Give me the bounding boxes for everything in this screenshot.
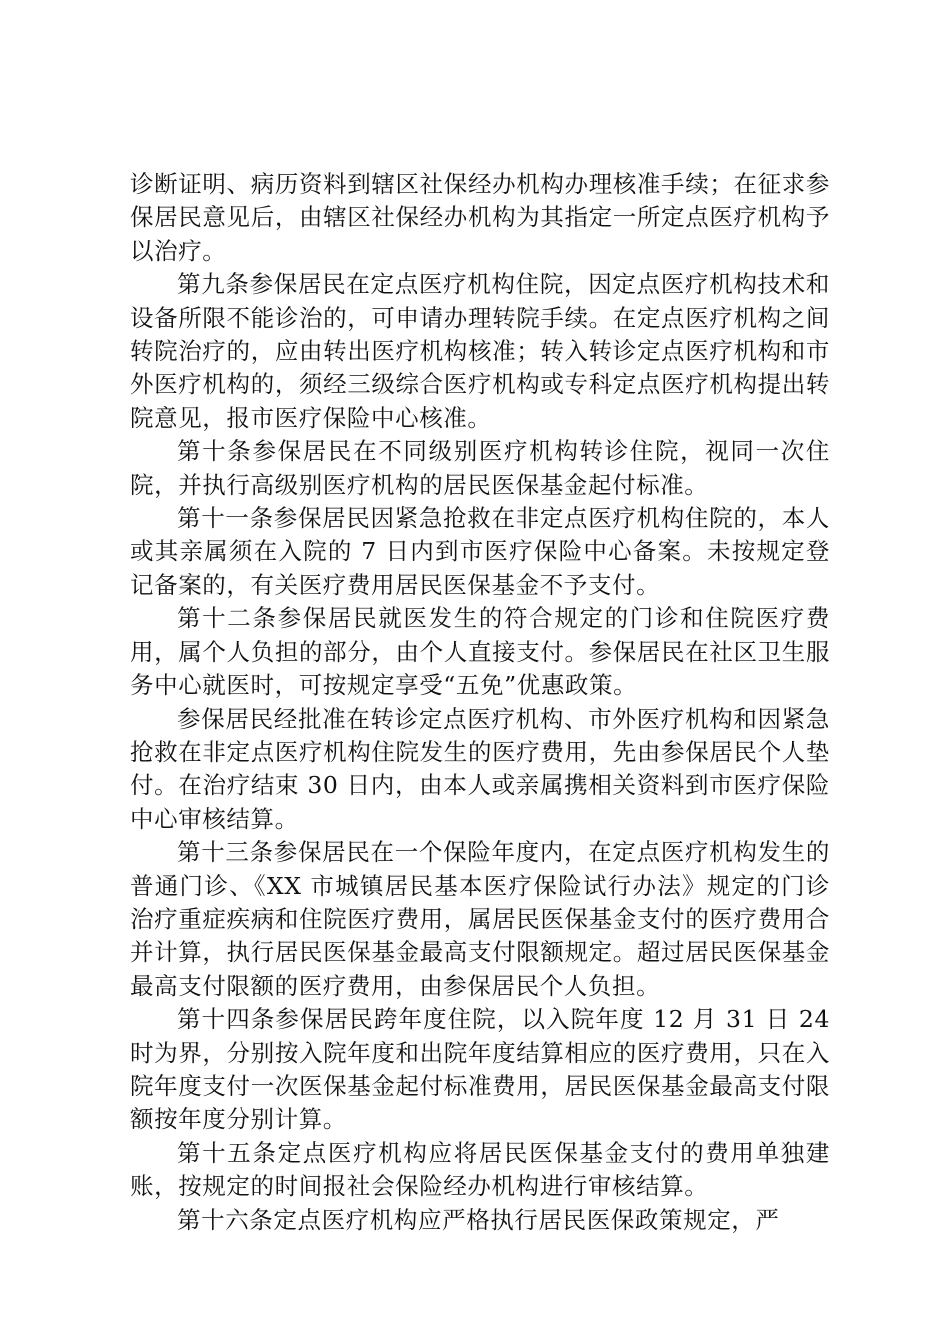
paragraph-article-16: 第十六条定点医疗机构应严格执行居民医保政策规定，严 bbox=[177, 1205, 780, 1234]
paragraph-article-12: 第十二条参保居民就医发生的符合规定的门诊和住院医疗费用，属个人负担的部分，由个人直接支付。参保居民在社区卫生服务中心就医时，可按规定享受“五免”优惠政策。 bbox=[130, 604, 830, 700]
paragraph-article-15: 第十五条定点医疗机构应将居民医保基金支付的费用单独建账，按规定的时间报社会保险经办机构进行审核结算。 bbox=[130, 1138, 830, 1201]
paragraph-article-10: 第十条参保居民在不同级别医疗机构转诊住院，视同一次住院，并执行高级别医疗机构的居民医保基金起付标准。 bbox=[130, 437, 830, 499]
paragraph-article-14: 第十四条参保居民跨年度住院，以入院年度 12 月 31 日 24 时为界，分别按入院年度和出院年度结算相应的医疗费用，只在入院年度支付一次医保基金起付标准费用，居民医保基金最高支付限额按年度分别计算。 bbox=[130, 1005, 830, 1134]
paragraph-article-11: 第十一条参保居民因紧急抢救在非定点医疗机构住院的，本人或其亲属须在入院的 7 日内到市医疗保险中心备案。未按规定登记备案的，有关医疗费用居民医保基金不予支付。 bbox=[130, 504, 830, 599]
paragraph-article-13: 第十三条参保居民在一个保险年度内，在定点医疗机构发生的普通门诊、《XX 市城镇居民基本医疗保险试行办法》规定的门诊治疗重症疾病和住院医疗费用，属居民医保基金支付的医疗费用合并计算，执行居民医保基金最高支付限额规定。超过居民医保基金最高支付限额的医疗费用，由参保居民个人负担。 bbox=[130, 838, 830, 1000]
paragraph-article-12-supplement: 参保居民经批准在转诊定点医疗机构、市外医疗机构和因紧急抢救在非定点医疗机构住院发生的医疗费用，先由参保居民个人垫付。在治疗结束 30 日内，由本人或亲属携相关资料到市医疗保险中心审核结算。 bbox=[130, 704, 830, 833]
document-body bbox=[130, 168, 830, 1237]
paragraph-article-9: 第九条参保居民在定点医疗机构住院，因定点医疗机构技术和设备所限不能诊治的，可申请办理转院手续。在定点医疗机构之间转院治疗的，应由转出医疗机构核准；转入转诊定点医疗机构和市外医疗机构的，须经三级综合医疗机构或专科定点医疗机构提出转院意见，报市医疗保险中心核准。 bbox=[130, 270, 830, 432]
paragraph-continuation: 诊断证明、病历资料到辖区社保经办机构办理核准手续；在征求参保居民意见后，由辖区社保经办机构为其指定一所定点医疗机构予以治疗。 bbox=[130, 170, 830, 265]
